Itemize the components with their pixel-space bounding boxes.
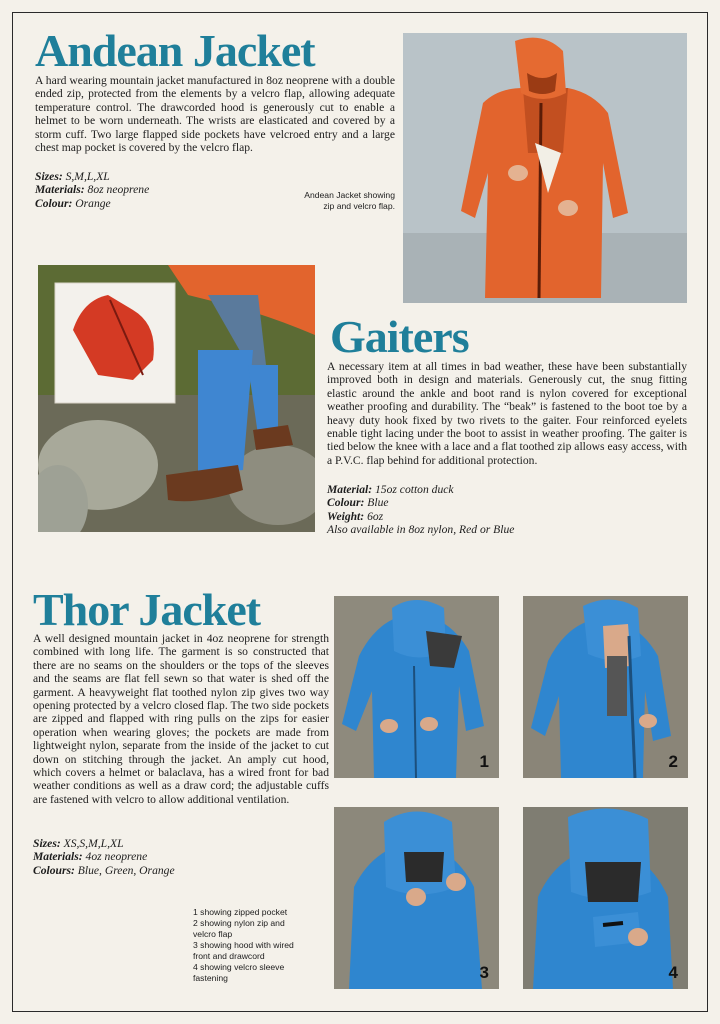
thor-caption-line: fastening — [193, 973, 228, 983]
photo-number-3: 3 — [479, 963, 489, 982]
gaiters-weight-label: Weight: — [327, 509, 365, 523]
andean-sizes-label: Sizes: — [35, 170, 63, 183]
thor-captions — [193, 907, 333, 984]
photo-number-2: 2 — [668, 752, 678, 771]
gaiters-material-label: Material: — [327, 483, 373, 496]
gaiters-colour-value: Blue — [367, 496, 389, 510]
andean-materials-value: 8oz neoprene — [87, 183, 150, 197]
thor-photo-3 — [334, 807, 499, 989]
gaiters-description: A necessary item at all times in bad weather, these have been substantially improved both in design and materials. Generously cut, the snug fitting elastic around the ankle and boot rand is nylon covered for exceptional weather proofing and durability. The “beak” is fastened to the boot toe by a heavy duty hook fixed by two rivets to the gaiter. Four reinforced eyelets enable tight lacing under the boot to assist in weather proofing. The gaiter is tied below the knee with a lace and a flat toothed zip allows easy access, with a P.V.C. flap behind for additional protection. — [327, 360, 687, 467]
thor-colours-value: Blue, Green, Orange — [77, 863, 175, 877]
gaiters-material-value: 15oz cotton duck — [375, 483, 454, 496]
thor-caption-line: 3 showing hood with wired — [193, 940, 294, 950]
andean-caption-line1: Andean Jacket showing — [304, 190, 395, 200]
andean-description: A hard wearing mountain jacket manufactured in 8oz neoprene with a double ended zip, protected from the elements by a velcro flap, allowing adequate temperature control. The drawcorded hood is generously cut to enable a helmet to be worn underneath. The wrists are elasticated and covered by a storm cuff. Two large flapped side pockets have velcroed entry and a large chest map pocket is covered by the velcro flap. — [35, 74, 395, 155]
thor-sizes-label: Sizes: — [33, 837, 61, 850]
thor-materials-label: Materials: — [33, 850, 83, 864]
andean-jacket-photo — [403, 33, 687, 303]
gaiters-weight-value: 6oz — [367, 509, 384, 523]
thor-specs — [33, 837, 175, 877]
andean-caption — [285, 190, 395, 212]
andean-specs — [35, 170, 149, 210]
andean-caption-line2: zip and velcro flap. — [323, 201, 395, 211]
thor-materials-value: 4oz neoprene — [85, 850, 148, 864]
thor-photo-1 — [334, 596, 499, 778]
andean-colour-value: Orange — [75, 196, 111, 210]
andean-sizes-value: S,M,L,XL — [65, 170, 110, 183]
thor-photo-2 — [523, 596, 688, 778]
gaiters-specs — [327, 483, 514, 537]
thor-caption-line: 2 showing nylon zip and — [193, 918, 285, 928]
thor-caption-line: velcro flap — [193, 929, 233, 939]
andean-colour-label: Colour: — [35, 196, 73, 210]
gaiters-photo — [38, 265, 315, 532]
thor-sizes-value: XS,S,M,L,XL — [63, 837, 124, 850]
thor-photo-4 — [523, 807, 688, 989]
gaiters-colour-label: Colour: — [327, 496, 365, 510]
andean-materials-label: Materials: — [35, 183, 85, 197]
andean-title: Andean Jacket — [35, 25, 315, 76]
thor-caption-line: 4 showing velcro sleeve — [193, 962, 285, 972]
thor-title: Thor Jacket — [33, 584, 261, 635]
thor-caption-line: front and drawcord — [193, 951, 265, 961]
gaiters-also-available: Also available in 8oz nylon, Red or Blue — [327, 523, 515, 537]
thor-caption-line: 1 showing zipped pocket — [193, 907, 288, 917]
gaiters-title: Gaiters — [330, 311, 469, 362]
photo-number-1: 1 — [479, 752, 489, 771]
thor-colours-label: Colours: — [33, 863, 75, 877]
photo-number-4: 4 — [668, 963, 678, 982]
thor-description: A well designed mountain jacket in 4oz neoprene for strength combined with long life. The garment is so constructed that there are no seams on the shoulders or the tops of the sleeves and the seams are flat fell sewn so that water is shed off the garment. A heavyweight flat toothed nylon zip gives two way opening protected by a velcro closed flap. The two side pockets are zipped and flapped with ring pulls on the zips for easier operation when wearing gloves; the pockets are made from lightweight nylon, separate from the inside of the jacket to cut down on stitching through the jacket. An amply cut hood, which covers a helmet or balaclava, has a wired front for bad weather conditions as well as a draw cord; the adjustable cuffs are fastened with velcro to allow additional ventilation. — [33, 632, 329, 806]
